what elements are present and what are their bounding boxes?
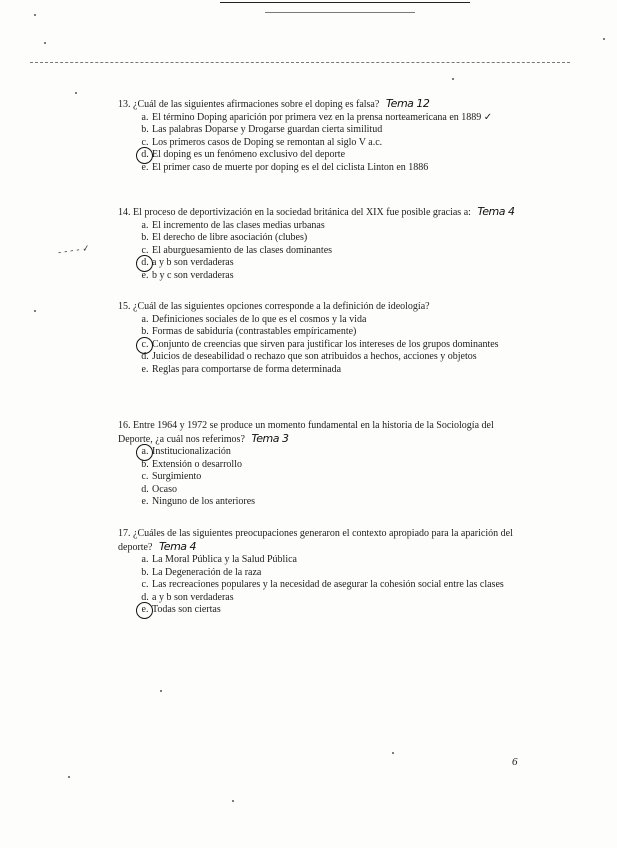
handwritten-note: Tema 3 bbox=[251, 431, 289, 445]
options-list bbox=[118, 112, 520, 175]
option-d-selected[interactable]: d. El doping es un fenómeno exclusivo del deporte bbox=[141, 149, 346, 160]
option-c[interactable]: c. Las recreaciones populares y la necesidad de asegurar la cohesión social entre las clases bbox=[141, 579, 504, 590]
scan-speck bbox=[44, 42, 46, 44]
top-rule-2 bbox=[265, 12, 415, 13]
option-e-selected[interactable]: e. Todas son ciertas bbox=[141, 604, 221, 615]
scan-speck bbox=[603, 38, 605, 40]
scan-speck bbox=[160, 690, 162, 692]
options-list bbox=[118, 554, 520, 617]
margin-scribble: - - - - ✓ bbox=[57, 243, 91, 259]
option-a[interactable]: a. El término Doping aparición por primera vez en la prensa norteamericana en 1889 ✓ bbox=[141, 111, 493, 123]
options-list bbox=[118, 220, 520, 283]
scan-speck bbox=[232, 800, 234, 802]
option-c[interactable]: c. Surgimiento bbox=[141, 471, 202, 482]
option-d-selected[interactable]: d. a y b son verdaderas bbox=[141, 257, 234, 268]
option-b[interactable]: b. Las palabras Doparse y Drogarse guardan cierta similitud bbox=[141, 124, 383, 135]
handwritten-note: Tema 12 bbox=[385, 97, 430, 110]
question-stem: 13. ¿Cuál de las siguientes afirmaciones sobre el doping es falsa? Tema 12 bbox=[118, 97, 430, 110]
option-d[interactable]: d. Ocaso bbox=[141, 483, 177, 495]
option-a[interactable]: a. El incremento de las clases medias urbanas bbox=[141, 219, 325, 231]
option-e[interactable]: e. Ninguno de los anteriores bbox=[141, 496, 256, 507]
option-a[interactable]: a. Definiciones sociales de lo que es el cosmos y la vida bbox=[141, 313, 367, 325]
options-list bbox=[118, 446, 520, 509]
options-list bbox=[118, 314, 520, 377]
question-stem: 15. ¿Cuál de las siguientes opciones corresponde a la definición de ideología? bbox=[118, 301, 430, 312]
page-mark: 6 bbox=[512, 756, 518, 768]
option-e[interactable]: e. El primer caso de muerte por doping es el del ciclista Linton en 1886 bbox=[141, 161, 429, 173]
scan-speck bbox=[68, 776, 70, 778]
option-b[interactable]: b. Formas de sabiduría (contrastables empíricamente) bbox=[141, 326, 357, 337]
handwritten-note: Tema 4 bbox=[158, 539, 197, 553]
option-c[interactable]: c. Los primeros casos de Doping se remontan al siglo V a.c. bbox=[141, 136, 383, 148]
scan-speck bbox=[34, 310, 36, 312]
dashed-rule bbox=[30, 62, 570, 64]
top-rule-1 bbox=[220, 2, 470, 3]
option-b[interactable]: b. La Degeneración de la raza bbox=[141, 566, 262, 578]
option-d[interactable]: d. Juicios de deseabilidad o rechazo que son atribuidos a hechos, acciones y objetos bbox=[141, 351, 477, 362]
question-stem: 14. El proceso de deportivización en la sociedad británica del XIX fue posible gracias a: Tema 4 bbox=[118, 205, 515, 218]
scan-speck bbox=[34, 14, 36, 16]
handwritten-note: Tema 4 bbox=[477, 205, 515, 218]
option-e[interactable]: e. Reglas para comportarse de forma determinada bbox=[141, 363, 342, 375]
option-d[interactable]: d. a y b son verdaderas bbox=[141, 591, 234, 603]
option-b[interactable]: b. Extensión o desarrollo bbox=[141, 458, 242, 470]
scan-speck bbox=[392, 752, 394, 754]
question-stem: 16. Entre 1964 y 1972 se produce un momento fundamental en la historia de la Sociología del Deporte, ¿a cuál nos referimos? Tema 3 bbox=[118, 420, 494, 445]
option-a-selected[interactable]: a. Institucionalización bbox=[141, 446, 231, 457]
question-16 bbox=[118, 420, 520, 509]
question-stem: 17. ¿Cuáles de las siguientes preocupaciones generaron el contexto apropiado para la aparición del deporte? Tema 4 bbox=[118, 528, 513, 553]
question-15 bbox=[118, 300, 520, 376]
option-c-selected[interactable]: c. Conjunto de creencias que sirven para justificar los intereses de los grupos dominantes bbox=[141, 338, 499, 350]
option-e[interactable]: e. b y c son verdaderas bbox=[141, 269, 234, 281]
option-a[interactable]: a. La Moral Pública y la Salud Pública bbox=[141, 554, 297, 565]
option-b[interactable]: b. El derecho de libre asociación (clubes) bbox=[141, 232, 308, 243]
scan-speck bbox=[452, 78, 454, 80]
question-13 bbox=[118, 98, 520, 174]
option-c[interactable]: c. El aburguesamiento de las clases dominantes bbox=[141, 244, 333, 256]
scan-speck bbox=[75, 92, 77, 94]
question-17 bbox=[118, 528, 520, 617]
question-14 bbox=[118, 206, 520, 282]
